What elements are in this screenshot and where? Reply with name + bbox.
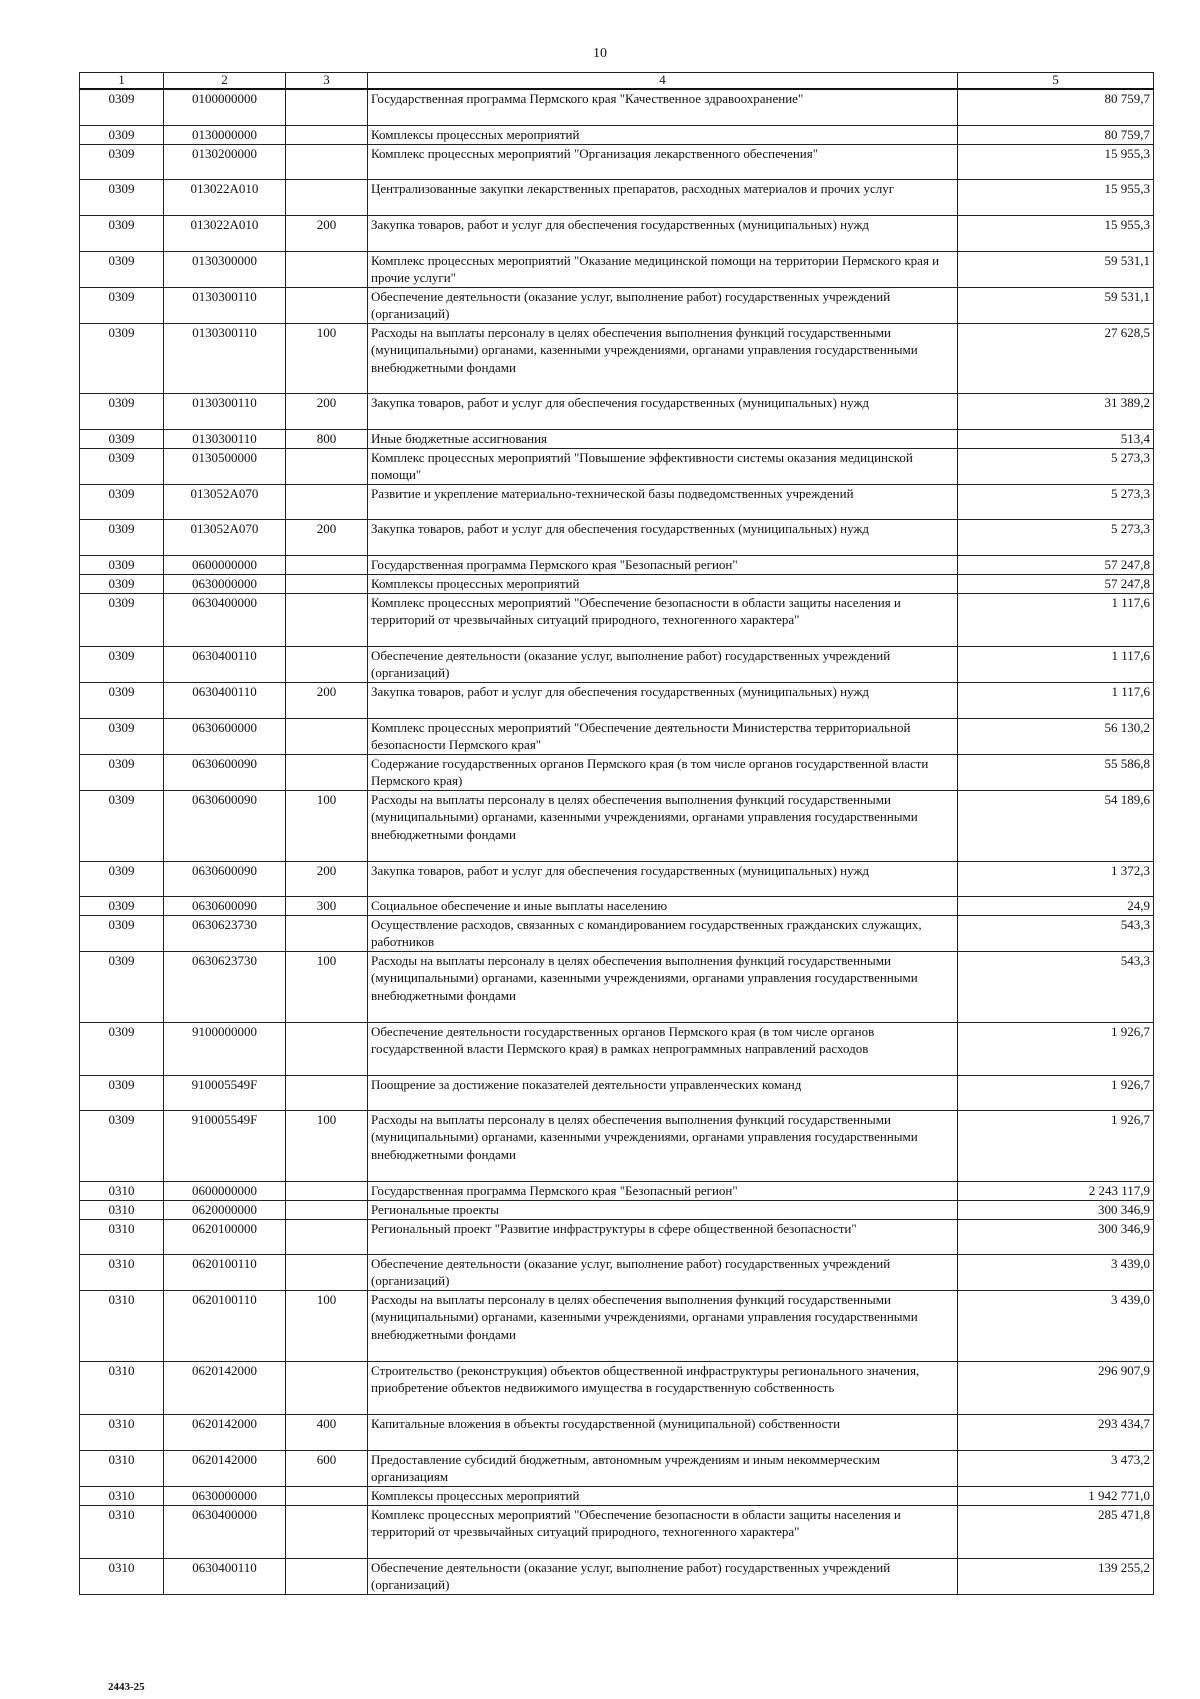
amount-cell: 300 346,9	[958, 1200, 1154, 1219]
amount-cell: 513,4	[958, 429, 1154, 448]
expense-type-cell: 400	[286, 1414, 368, 1450]
section-code-cell: 0309	[80, 1022, 164, 1075]
description-cell: Предоставление субсидий бюджетным, автономным учреждениям и иным некоммерческим организациям	[368, 1450, 958, 1486]
target-article-cell: 0630623730	[164, 951, 286, 1022]
section-code-cell: 0309	[80, 429, 164, 448]
table-row	[80, 1200, 1154, 1219]
table-row	[80, 125, 1154, 144]
amount-cell: 293 434,7	[958, 1414, 1154, 1450]
amount-cell: 57 247,8	[958, 555, 1154, 574]
description-cell: Государственная программа Пермского края "Безопасный регион"	[368, 1181, 958, 1200]
section-code-cell: 0310	[80, 1200, 164, 1219]
section-code-cell: 0310	[80, 1450, 164, 1486]
amount-cell: 1 117,6	[958, 593, 1154, 646]
table-row	[80, 287, 1154, 323]
header-col-3: 3	[286, 73, 368, 90]
expense-type-cell	[286, 915, 368, 951]
table-row	[80, 790, 1154, 861]
expense-type-cell	[286, 1219, 368, 1254]
amount-cell: 543,3	[958, 951, 1154, 1022]
target-article-cell: 0620100110	[164, 1254, 286, 1290]
description-cell: Комплекс процессных мероприятий "Обеспечение деятельности Министерства территориальной безопасности Пермского края"	[368, 718, 958, 754]
target-article-cell: 910005549F	[164, 1075, 286, 1110]
expense-type-cell	[286, 1361, 368, 1414]
section-code-cell: 0309	[80, 287, 164, 323]
target-article-cell: 0600000000	[164, 1181, 286, 1200]
description-cell: Комплекс процессных мероприятий "Обеспечение безопасности в области защиты населения и территорий от чрезвычайных ситуаций природного, техногенного характера"	[368, 593, 958, 646]
expense-type-cell	[286, 144, 368, 179]
table-row	[80, 1414, 1154, 1450]
section-code-cell: 0310	[80, 1486, 164, 1505]
target-article-cell: 0630400110	[164, 682, 286, 718]
amount-cell: 54 189,6	[958, 790, 1154, 861]
section-code-cell: 0309	[80, 593, 164, 646]
expense-type-cell: 100	[286, 790, 368, 861]
amount-cell: 27 628,5	[958, 323, 1154, 393]
table-row	[80, 251, 1154, 287]
section-code-cell: 0309	[80, 448, 164, 484]
target-article-cell: 0130500000	[164, 448, 286, 484]
expense-type-cell	[286, 1505, 368, 1558]
section-code-cell: 0309	[80, 861, 164, 896]
target-article-cell: 0130300110	[164, 287, 286, 323]
table-row	[80, 144, 1154, 179]
target-article-cell: 0130000000	[164, 125, 286, 144]
expense-type-cell	[286, 1486, 368, 1505]
target-article-cell: 0630400000	[164, 593, 286, 646]
table-row	[80, 951, 1154, 1022]
table-row	[80, 1022, 1154, 1075]
section-code-cell: 0310	[80, 1254, 164, 1290]
table-row	[80, 484, 1154, 519]
table-row	[80, 754, 1154, 790]
target-article-cell: 0620142000	[164, 1450, 286, 1486]
expense-type-cell	[286, 251, 368, 287]
table-row	[80, 718, 1154, 754]
expense-type-cell: 100	[286, 323, 368, 393]
description-cell: Централизованные закупки лекарственных препаратов, расходных материалов и прочих услуг	[368, 179, 958, 215]
section-code-cell: 0309	[80, 484, 164, 519]
target-article-cell: 013022А010	[164, 179, 286, 215]
amount-cell: 139 255,2	[958, 1558, 1154, 1594]
expense-type-cell: 100	[286, 951, 368, 1022]
table-row	[80, 555, 1154, 574]
target-article-cell: 0130300000	[164, 251, 286, 287]
target-article-cell: 0130300110	[164, 393, 286, 429]
section-code-cell: 0309	[80, 215, 164, 251]
target-article-cell: 910005549F	[164, 1110, 286, 1181]
amount-cell: 296 907,9	[958, 1361, 1154, 1414]
amount-cell: 59 531,1	[958, 287, 1154, 323]
amount-cell: 1 942 771,0	[958, 1486, 1154, 1505]
amount-cell: 543,3	[958, 915, 1154, 951]
expense-type-cell	[286, 89, 368, 125]
amount-cell: 80 759,7	[958, 125, 1154, 144]
target-article-cell: 0620000000	[164, 1200, 286, 1219]
description-cell: Обеспечение деятельности (оказание услуг, выполнение работ) государственных учреждений (организаций)	[368, 1254, 958, 1290]
amount-cell: 5 273,3	[958, 484, 1154, 519]
expense-type-cell: 800	[286, 429, 368, 448]
expense-type-cell	[286, 754, 368, 790]
table-row	[80, 179, 1154, 215]
target-article-cell: 013052А070	[164, 484, 286, 519]
target-article-cell: 0630400110	[164, 646, 286, 682]
amount-cell: 285 471,8	[958, 1505, 1154, 1558]
table-row	[80, 1558, 1154, 1594]
expense-type-cell: 600	[286, 1450, 368, 1486]
section-code-cell: 0309	[80, 251, 164, 287]
amount-cell: 1 926,7	[958, 1022, 1154, 1075]
expense-type-cell	[286, 484, 368, 519]
expense-type-cell: 200	[286, 519, 368, 555]
description-cell: Комплексы процессных мероприятий	[368, 1486, 958, 1505]
target-article-cell: 013052А070	[164, 519, 286, 555]
table-row	[80, 646, 1154, 682]
target-article-cell: 0630600090	[164, 861, 286, 896]
table-row	[80, 682, 1154, 718]
expense-type-cell	[286, 718, 368, 754]
target-article-cell: 0620100110	[164, 1290, 286, 1361]
description-cell: Закупка товаров, работ и услуг для обеспечения государственных (муниципальных) нужд	[368, 393, 958, 429]
section-code-cell: 0309	[80, 519, 164, 555]
description-cell: Государственная программа Пермского края "Безопасный регион"	[368, 555, 958, 574]
table-row	[80, 429, 1154, 448]
section-code-cell: 0309	[80, 574, 164, 593]
section-code-cell: 0309	[80, 951, 164, 1022]
description-cell: Содержание государственных органов Пермского края (в том числе органов государственной власти Пермского края)	[368, 754, 958, 790]
description-cell: Закупка товаров, работ и услуг для обеспечения государственных (муниципальных) нужд	[368, 861, 958, 896]
expense-type-cell	[286, 1254, 368, 1290]
description-cell: Расходы на выплаты персоналу в целях обеспечения выполнения функций государственными (муниципальными) органами, казенными учреждениями, органами управления государственными внебюджетными фондами	[368, 1110, 958, 1181]
expense-type-cell: 100	[286, 1110, 368, 1181]
section-code-cell: 0309	[80, 1110, 164, 1181]
target-article-cell: 0630000000	[164, 1486, 286, 1505]
description-cell: Закупка товаров, работ и услуг для обеспечения государственных (муниципальных) нужд	[368, 682, 958, 718]
target-article-cell: 0130300110	[164, 323, 286, 393]
expense-type-cell	[286, 1200, 368, 1219]
section-code-cell: 0309	[80, 718, 164, 754]
table-row	[80, 323, 1154, 393]
table-row	[80, 448, 1154, 484]
amount-cell: 2 243 117,9	[958, 1181, 1154, 1200]
section-code-cell: 0310	[80, 1219, 164, 1254]
section-code-cell: 0309	[80, 682, 164, 718]
description-cell: Комплекс процессных мероприятий "Обеспечение безопасности в области защиты населения и территорий от чрезвычайных ситуаций природного, техногенного характера"	[368, 1505, 958, 1558]
section-code-cell: 0309	[80, 915, 164, 951]
expense-type-cell	[286, 1075, 368, 1110]
table-row	[80, 1290, 1154, 1361]
description-cell: Обеспечение деятельности (оказание услуг, выполнение работ) государственных учреждений (организаций)	[368, 1558, 958, 1594]
expense-type-cell	[286, 125, 368, 144]
target-article-cell: 0630400110	[164, 1558, 286, 1594]
section-code-cell: 0310	[80, 1290, 164, 1361]
expense-type-cell	[286, 1558, 368, 1594]
target-article-cell: 0130200000	[164, 144, 286, 179]
description-cell: Государственная программа Пермского края "Качественное здравоохранение"	[368, 89, 958, 125]
section-code-cell: 0310	[80, 1505, 164, 1558]
expense-type-cell	[286, 287, 368, 323]
description-cell: Обеспечение деятельности государственных органов Пермского края (в том числе органов государственной власти Пермского края) в рамках непрограммных направлений расходов	[368, 1022, 958, 1075]
description-cell: Региональный проект "Развитие инфраструктуры в сфере общественной безопасности"	[368, 1219, 958, 1254]
description-cell: Развитие и укрепление материально-технической базы подведомственных учреждений	[368, 484, 958, 519]
section-code-cell: 0309	[80, 144, 164, 179]
table-row	[80, 1361, 1154, 1414]
header-col-4: 4	[368, 73, 958, 90]
amount-cell: 3 473,2	[958, 1450, 1154, 1486]
document-code: 2443-25	[108, 1681, 145, 1693]
section-code-cell: 0309	[80, 646, 164, 682]
amount-cell: 1 926,7	[958, 1075, 1154, 1110]
expense-type-cell: 200	[286, 682, 368, 718]
amount-cell: 31 389,2	[958, 393, 1154, 429]
description-cell: Поощрение за достижение показателей деятельности управленческих команд	[368, 1075, 958, 1110]
description-cell: Расходы на выплаты персоналу в целях обеспечения выполнения функций государственными (муниципальными) органами, казенными учреждениями, органами управления государственными внебюджетными фондами	[368, 1290, 958, 1361]
expense-type-cell: 300	[286, 896, 368, 915]
table-row	[80, 915, 1154, 951]
amount-cell: 1 117,6	[958, 682, 1154, 718]
description-cell: Расходы на выплаты персоналу в целях обеспечения выполнения функций государственными (муниципальными) органами, казенными учреждениями, органами управления государственными внебюджетными фондами	[368, 951, 958, 1022]
amount-cell: 3 439,0	[958, 1290, 1154, 1361]
target-article-cell: 0620100000	[164, 1219, 286, 1254]
expense-type-cell	[286, 1022, 368, 1075]
section-code-cell: 0309	[80, 754, 164, 790]
section-code-cell: 0310	[80, 1361, 164, 1414]
table-row	[80, 1450, 1154, 1486]
description-cell: Комплексы процессных мероприятий	[368, 125, 958, 144]
table-row	[80, 1181, 1154, 1200]
amount-cell: 3 439,0	[958, 1254, 1154, 1290]
description-cell: Социальное обеспечение и иные выплаты населению	[368, 896, 958, 915]
section-code-cell: 0310	[80, 1181, 164, 1200]
amount-cell: 55 586,8	[958, 754, 1154, 790]
table-row	[80, 1075, 1154, 1110]
expense-type-cell	[286, 1181, 368, 1200]
section-code-cell: 0309	[80, 393, 164, 429]
section-code-cell: 0309	[80, 125, 164, 144]
header-col-5: 5	[958, 73, 1154, 90]
section-code-cell: 0310	[80, 1414, 164, 1450]
table-row	[80, 1486, 1154, 1505]
amount-cell: 5 273,3	[958, 448, 1154, 484]
description-cell: Региональные проекты	[368, 1200, 958, 1219]
amount-cell: 15 955,3	[958, 179, 1154, 215]
section-code-cell: 0309	[80, 790, 164, 861]
target-article-cell: 0630600090	[164, 754, 286, 790]
section-code-cell: 0309	[80, 555, 164, 574]
section-code-cell: 0309	[80, 89, 164, 125]
target-article-cell: 0130300110	[164, 429, 286, 448]
expense-type-cell: 200	[286, 393, 368, 429]
description-cell: Комплекс процессных мероприятий "Оказание медицинской помощи на территории Пермского края и прочие услуги"	[368, 251, 958, 287]
target-article-cell: 0620142000	[164, 1414, 286, 1450]
table-body	[80, 89, 1154, 1594]
table-row	[80, 393, 1154, 429]
header-col-2: 2	[164, 73, 286, 90]
section-code-cell: 0309	[80, 896, 164, 915]
target-article-cell: 0620142000	[164, 1361, 286, 1414]
section-code-cell: 0309	[80, 323, 164, 393]
expense-type-cell	[286, 574, 368, 593]
description-cell: Обеспечение деятельности (оказание услуг, выполнение работ) государственных учреждений (организаций)	[368, 287, 958, 323]
target-article-cell: 0630600090	[164, 896, 286, 915]
amount-cell: 300 346,9	[958, 1219, 1154, 1254]
description-cell: Расходы на выплаты персоналу в целях обеспечения выполнения функций государственными (муниципальными) органами, казенными учреждениями, органами управления государственными внебюджетными фондами	[368, 323, 958, 393]
target-article-cell: 0630400000	[164, 1505, 286, 1558]
table-row	[80, 89, 1154, 125]
amount-cell: 1 117,6	[958, 646, 1154, 682]
description-cell: Иные бюджетные ассигнования	[368, 429, 958, 448]
description-cell: Строительство (реконструкция) объектов общественной инфраструктуры регионального значения, приобретение объектов недвижимого имущества в государственную собственность	[368, 1361, 958, 1414]
amount-cell: 59 531,1	[958, 251, 1154, 287]
target-article-cell: 0100000000	[164, 89, 286, 125]
target-article-cell: 0630623730	[164, 915, 286, 951]
table-row	[80, 215, 1154, 251]
header-col-1: 1	[80, 73, 164, 90]
expense-type-cell	[286, 593, 368, 646]
amount-cell: 15 955,3	[958, 144, 1154, 179]
description-cell: Расходы на выплаты персоналу в целях обеспечения выполнения функций государственными (муниципальными) органами, казенными учреждениями, органами управления государственными внебюджетными фондами	[368, 790, 958, 861]
description-cell: Закупка товаров, работ и услуг для обеспечения государственных (муниципальных) нужд	[368, 215, 958, 251]
target-article-cell: 013022А010	[164, 215, 286, 251]
description-cell: Комплекс процессных мероприятий "Организация лекарственного обеспечения"	[368, 144, 958, 179]
table-row	[80, 519, 1154, 555]
table-row	[80, 861, 1154, 896]
table-row	[80, 1110, 1154, 1181]
target-article-cell: 0600000000	[164, 555, 286, 574]
table-row	[80, 1219, 1154, 1254]
expense-type-cell	[286, 179, 368, 215]
table-row	[80, 1505, 1154, 1558]
header-row	[80, 73, 1154, 90]
amount-cell: 24,9	[958, 896, 1154, 915]
expense-type-cell	[286, 646, 368, 682]
expense-type-cell: 200	[286, 215, 368, 251]
amount-cell: 15 955,3	[958, 215, 1154, 251]
section-code-cell: 0310	[80, 1558, 164, 1594]
amount-cell: 1 372,3	[958, 861, 1154, 896]
section-code-cell: 0309	[80, 1075, 164, 1110]
description-cell: Обеспечение деятельности (оказание услуг, выполнение работ) государственных учреждений (организаций)	[368, 646, 958, 682]
description-cell: Закупка товаров, работ и услуг для обеспечения государственных (муниципальных) нужд	[368, 519, 958, 555]
amount-cell: 80 759,7	[958, 89, 1154, 125]
description-cell: Осуществление расходов, связанных с командированием государственных гражданских служащих, работников	[368, 915, 958, 951]
description-cell: Комплексы процессных мероприятий	[368, 574, 958, 593]
amount-cell: 5 273,3	[958, 519, 1154, 555]
target-article-cell: 0630000000	[164, 574, 286, 593]
expense-type-cell: 200	[286, 861, 368, 896]
amount-cell: 56 130,2	[958, 718, 1154, 754]
table-row	[80, 1254, 1154, 1290]
section-code-cell: 0309	[80, 179, 164, 215]
expense-type-cell: 100	[286, 1290, 368, 1361]
amount-cell: 57 247,8	[958, 574, 1154, 593]
target-article-cell: 0630600000	[164, 718, 286, 754]
budget-table	[79, 72, 1154, 1595]
expense-type-cell	[286, 555, 368, 574]
table-row	[80, 896, 1154, 915]
expense-type-cell	[286, 448, 368, 484]
description-cell: Комплекс процессных мероприятий "Повышение эффективности системы оказания медицинской помощи"	[368, 448, 958, 484]
page-number: 10	[593, 46, 607, 61]
table-row	[80, 593, 1154, 646]
target-article-cell: 9100000000	[164, 1022, 286, 1075]
amount-cell: 1 926,7	[958, 1110, 1154, 1181]
description-cell: Капитальные вложения в объекты государственной (муниципальной) собственности	[368, 1414, 958, 1450]
table-row	[80, 574, 1154, 593]
target-article-cell: 0630600090	[164, 790, 286, 861]
